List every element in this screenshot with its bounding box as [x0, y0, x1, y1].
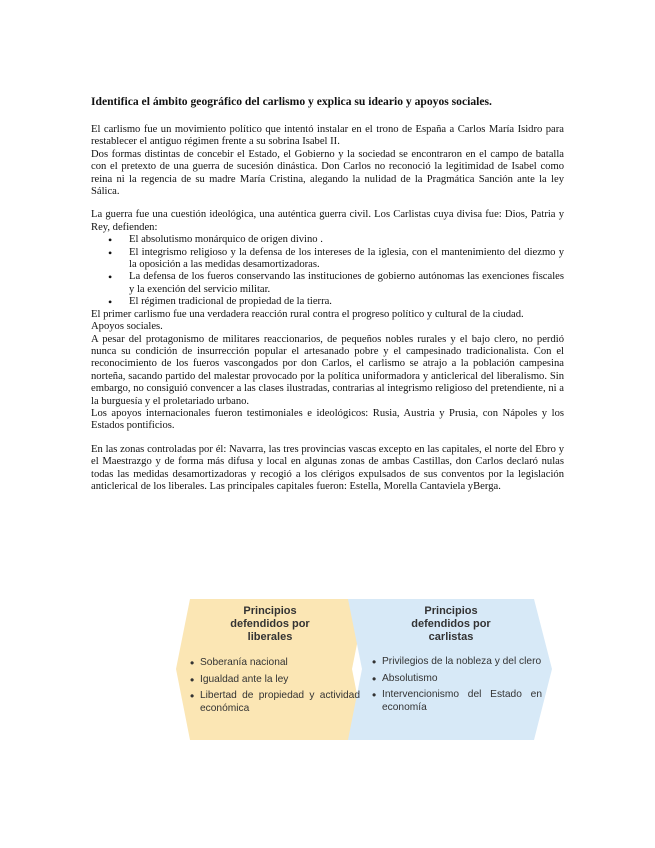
liberal-panel-title	[184, 605, 356, 644]
liberal-principles-list	[190, 657, 360, 719]
carlist-panel-title	[366, 605, 536, 644]
document-body	[91, 95, 564, 493]
carlist-principles-list	[372, 656, 542, 718]
support-heading: Apoyos sociales.	[91, 321, 163, 333]
list-item: • El integrismo religioso y la defensa de los intereses de la iglesia, con el mantenimiento del diezmo y la oposición a las medidas desamortizadoras.	[129, 247, 564, 272]
international-paragraph: Los apoyos internacionales fueron testimoniales e ideológicos: Rusia, Austria y Prusia, con Nápoles y los Estados pontificios.	[91, 407, 564, 432]
carlist-title-line: Principios	[424, 605, 478, 617]
list-item: • Libertad de propiedad y actividad económica	[190, 690, 360, 715]
intro-paragraph-2: Dos formas distintas de concebir el Estado, el Gobierno y la sociedad se encontraron en el campo de batalla con el pretexto de una guerra de sucesión dinástica. Don Carlos no reconoció la legitimidad de Isabel como reina ni la regencia de su madre María Cristina, alegando la nulidad de la Pragmática Sanción ante la ley Sálica.	[91, 148, 564, 198]
list-item: • El régimen tradicional de propiedad de la tierra.	[129, 296, 564, 308]
list-item: • Soberanía nacional	[190, 657, 360, 670]
list-item: • Intervencionismo del Estado en economía	[372, 689, 542, 714]
liberal-principles-panel	[176, 599, 366, 740]
document-title: Identifica el ámbito geográfico del carlismo y explica su ideario y apoyos sociales.	[91, 95, 492, 108]
zones-paragraph: En las zonas controladas por él: Navarra, las tres provincias vascas excepto en las capitales, el norte del Ebro y el Maestrazgo y de forma más difusa y local en algunas zonas de ambas Castillas, don Carlos declaró nulas todas las medidas desamortizadoras y recogió a los clérigos expulsados de sus conventos por la legislación anticlerical de los liberales. Las principales capitales fueron: Estella, Morella Cantaviela yBerga.	[91, 443, 564, 492]
list-item: • Privilegios de la nobleza y del clero	[372, 656, 542, 669]
list-item: • Absolutismo	[372, 673, 542, 686]
list-item: • Igualdad ante la ley	[190, 674, 360, 687]
liberal-title-line: defendidos por	[230, 618, 310, 630]
liberal-title-line: liberales	[247, 631, 293, 643]
support-paragraph: A pesar del protagonismo de militares reaccionarios, de pequeños nobles rurales y el bajo clero, no perdió nunca su condición de insurrección popular el artesanado pobre y el campesinado tradicionalista. Con el reconocimiento de los fueros vascongados por don Carlos, el carlismo se atrajo a la población campesina norteña, sacando partido del malestar provocado por la política uniformadora y anticlerical del liberalismo. Sin embargo, no consiguió convencer a las clases ilustradas, contrarias al integrismo religioso del pretendiente, ni a la burguesía y el proletariado urbano.	[91, 333, 564, 407]
intro-paragraph-1: El carlismo fue un movimiento político que intentó instalar en el trono de España a Carlos María Isidro para restablecer el antiguo régimen frente a su sobrina Isabel II.	[91, 124, 564, 148]
principles-diagram	[176, 599, 552, 740]
list-item: • La defensa de los fueros conservando las instituciones de gobierno autónomas las exenciones fiscales y la exención del servicio militar.	[129, 271, 564, 296]
war-intro-paragraph: La guerra fue una cuestión ideológica, una auténtica guerra civil. Los Carlistas cuya divisa fue: Dios, Patria y Rey, defienden:	[91, 209, 564, 233]
carlist-principles-panel	[348, 599, 552, 740]
carlist-title-line: carlistas	[428, 631, 474, 643]
carlist-title-line: defendidos por	[411, 618, 491, 630]
liberal-title-line: Principios	[243, 605, 297, 617]
rural-paragraph: El primer carlismo fue una verdadera reacción rural contra el progreso político y cultural de la ciudad.	[91, 308, 524, 320]
war-points-list	[91, 234, 564, 308]
list-item: • El absolutismo monárquico de origen divino .	[129, 234, 564, 246]
